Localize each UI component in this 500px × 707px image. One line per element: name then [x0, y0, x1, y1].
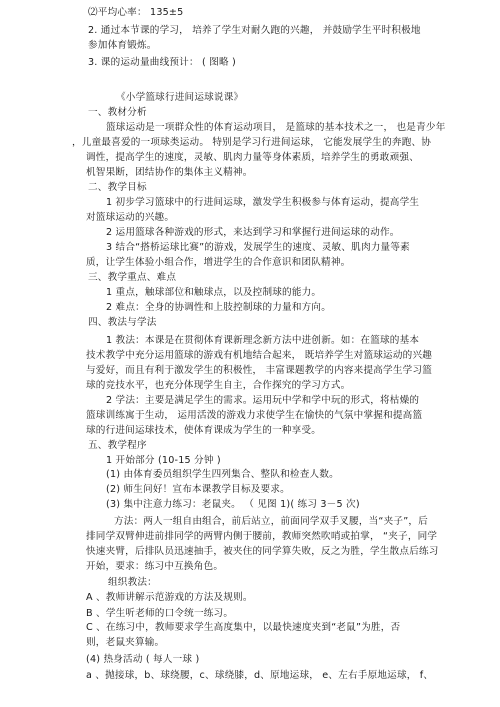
- text-line: 开始，要求：练习中互换角色。: [86, 561, 224, 572]
- text-line: 《小学篮球行进间运球说课》: [116, 92, 244, 103]
- text-line: 二、教学目标: [88, 182, 147, 193]
- text-line: 机智果断，团结协作的集体主义精神。: [86, 167, 253, 178]
- text-line: 调性，提高学生的速度，灵敏、肌肉力量等身体素质，培养学生的勇敢顽强、: [86, 152, 419, 163]
- text-line: 对篮球运动的兴趣。: [86, 212, 175, 223]
- text-line: 则，老鼠夹算输。: [86, 637, 165, 648]
- text-line: C 、在练习中，教师要求学生高度集中，以最快速度夹到“老鼠”为胜，否: [86, 622, 401, 633]
- text-line: 1 开始部分 (10-15 分钟 ): [106, 455, 221, 466]
- text-line: 快速夹臂，后排队员迅速抽手，被夹住的同学算失败，反之为胜，学生散点后练习: [86, 546, 439, 557]
- text-line: 2 难点：全身的协调性和上肢控制球的力量和方向。: [106, 302, 332, 313]
- text-line: 3. 课的运动量曲线预计： ( 图略 ): [88, 57, 236, 68]
- text-line: 篮球训练寓于生动， 运用活泼的游戏力求使学生在愉快的气氛中掌握和提高篮: [86, 410, 423, 421]
- text-line: B 、学生听老师的口令统一练习。: [86, 608, 234, 619]
- text-line: (3) 集中注意力练习：老鼠夹。 （ 见图 1)( 练习 3－5 次): [106, 499, 360, 510]
- text-line: 三、教学重点、难点: [88, 272, 177, 283]
- text-line: (1) 由体育委员组织学生四列集合、整队和检查人数。: [106, 469, 339, 480]
- text-line: 1 重点，触球部位和触球点，以及控制球的能力。: [106, 287, 322, 298]
- text-line: 一、教材分析: [88, 107, 147, 118]
- text-line: 与爱好，而且有利于激发学生的积极性， 丰富课题教学的内容来提高学生学习篮: [86, 365, 433, 376]
- text-line: 参加体育锻炼。: [88, 40, 157, 51]
- text-line: 篮球运动是一项群众性的体育运动项目， 是篮球的基本技术之一， 也是青少年: [106, 122, 446, 133]
- text-line: 2 学法：主要是满足学生的需求。运用玩中学和学中玩的形式，将枯燥的: [106, 395, 420, 406]
- text-line: 四、教法与学法: [88, 317, 157, 328]
- text-line: A 、教师讲解示范游戏的方法及规则。: [86, 592, 253, 603]
- text-line: 组织教法：: [108, 577, 157, 588]
- text-line: (2) 师生问好！宣布本课教学目标及要求。: [106, 484, 290, 495]
- text-line: 质，让学生体验小组合作，增进学生的合作意识和团队精神。: [86, 257, 351, 268]
- text-line: 1 教法：本课是在贯彻体育课新理念新方法中进创新。如：在篮球的基本: [106, 335, 420, 346]
- text-line: 3 结合“搭桥运球比赛”的游戏，发展学生的速度、灵敏、肌肉力量等素: [106, 242, 410, 253]
- text-line: 球的竞技水平，也充分体现学生自主，合作探究的学习方式。: [86, 380, 351, 391]
- text-line: 排同学双臂伸进前排同学的两臂内侧于腰前，教师突然吹哨或拍掌， “夹子，同学: [86, 531, 438, 542]
- text-line: 方法：两人一组自由组合，前后站立，前面同学双手叉腰，当“夹子”，后: [114, 516, 428, 527]
- text-line: ⑵平均心率： 135±5: [88, 7, 184, 18]
- text-line: 1 初步学习篮球中的行进间运球，激发学生积极参与体育运动，提高学生: [106, 197, 420, 208]
- text-line: 2. 通过本节课的学习， 培养了学生对耐久跑的兴趣， 并鼓励学生平时积极地: [88, 25, 421, 36]
- text-line: a 、抛接球，b、球绕腰，c、球绕膝，d、原地运球， e、左右手原地运球， f、: [86, 670, 434, 681]
- text-line: 五、教学程序: [88, 440, 147, 451]
- text-line: 球的行进间运球技术，使体育课成为学生的一种享受。: [86, 425, 322, 436]
- text-line: 技术教学中充分运用篮球的游戏有机地结合起来， 既培养学生对篮球运动的兴趣: [86, 350, 433, 361]
- text-line: 2 运用篮球各种游戏的形式，来达到学习和掌握行进间运球的动作。: [106, 227, 400, 238]
- text-line: (4) 热身活动 ( 每人一球 ): [86, 654, 200, 665]
- text-line: ，儿童最喜爱的一项球类运动。 特别是学习行进间运球， 它能发展学生的奔跑、协: [72, 137, 432, 148]
